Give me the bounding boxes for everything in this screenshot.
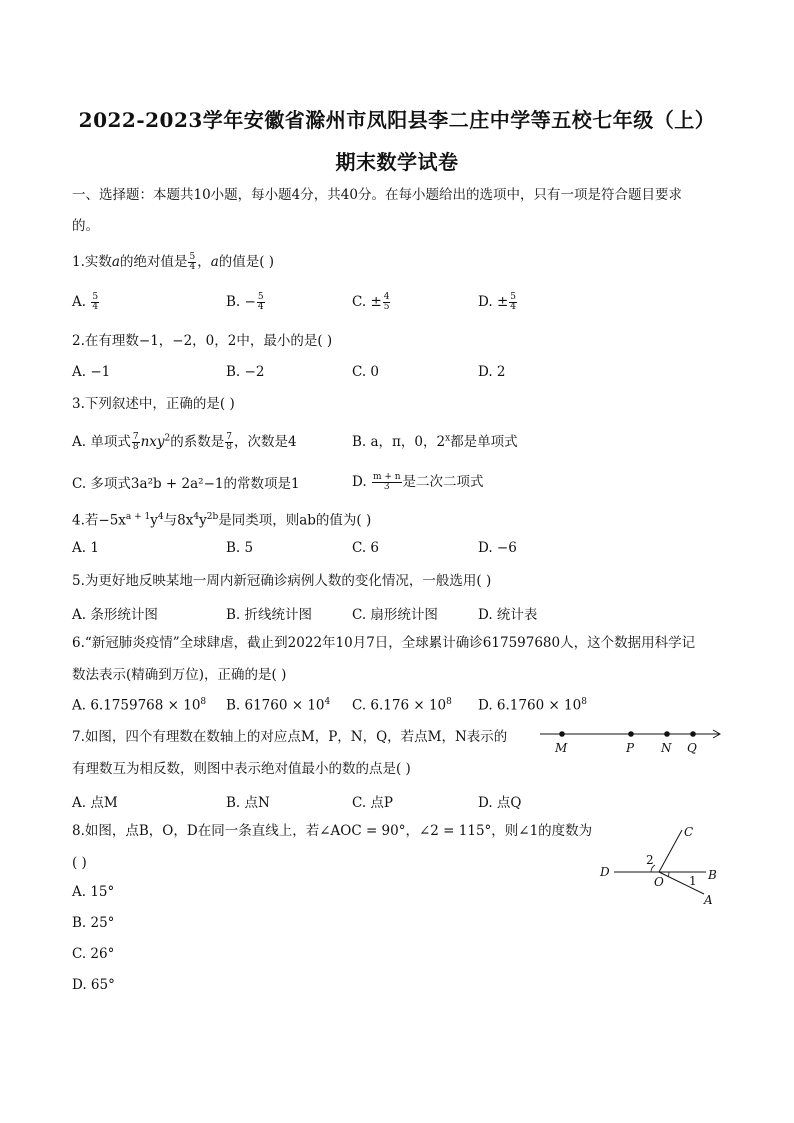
- label-d: D: [600, 865, 610, 879]
- label-a: A: [704, 893, 713, 907]
- question-3-option-c[interactable]: C. 多项式3a²b + 2a²−1的常数项是1: [72, 476, 300, 492]
- question-3-option-a[interactable]: A. 单项式 $\frac{7}{8}$ nxy$^2$的系数是 $\frac{7}{8}$ ，次数是4: [72, 432, 297, 452]
- question-5-option-c[interactable]: C. 扇形统计图: [352, 607, 438, 623]
- point-p: [628, 731, 634, 737]
- label-n: N: [661, 741, 672, 755]
- question-6-option-b[interactable]: B. $61760 \times 10^4$: [226, 697, 331, 714]
- question-2-stem: 2.在有理数−1，−2，0，2中，最小的是( ): [72, 333, 333, 349]
- question-4-option-c[interactable]: C. 6: [352, 540, 380, 556]
- label-m: M: [555, 741, 568, 755]
- question-4-stem: 4.若$-5x^{a + 1}y^4$与$8x^4y^{2b}$是同类项，则ab的值为( ): [72, 512, 372, 529]
- question-5-stem: 5.为更好地反映某地一周内新冠确诊病例人数的变化情况，一般选用( ): [72, 573, 492, 589]
- question-2-option-a[interactable]: A. −1: [72, 364, 111, 380]
- question-7-option-a[interactable]: A. 点M: [72, 795, 118, 811]
- question-6-stem-line2: 数法表示(精确到万位)，正确的是( ): [72, 667, 287, 683]
- question-7-option-b[interactable]: B. 点N: [226, 795, 270, 811]
- label-c: C: [684, 825, 694, 839]
- question-1-option-a[interactable]: A. $\frac{5}{4}$: [72, 292, 99, 312]
- question-5-option-d[interactable]: D. 统计表: [478, 607, 538, 623]
- question-3-option-b[interactable]: B. a，π，0，2$^x$都是单项式: [352, 433, 518, 450]
- question-6-stem-line1: 6.“新冠肺炎疫情”全球肆虐，截止到2022年10月7日，全球累计确诊617597680人，这个数据用科学记: [72, 635, 696, 651]
- question-6-option-c[interactable]: C. $6.176 \times 10^8$: [352, 697, 452, 714]
- question-8-option-a[interactable]: A. 15°: [72, 884, 115, 900]
- point-q: [690, 731, 696, 737]
- question-2-option-c[interactable]: C. 0: [352, 364, 380, 380]
- section-instructions-line2: 的。: [72, 218, 99, 234]
- label-o: O: [654, 875, 664, 889]
- question-8-option-c[interactable]: C. 26°: [72, 946, 115, 962]
- question-5-option-b[interactable]: B. 折线统计图: [226, 607, 313, 623]
- angle-figure: [596, 818, 726, 910]
- point-n: [664, 731, 670, 737]
- question-5-option-a[interactable]: A. 条形统计图: [72, 607, 158, 623]
- question-4-option-d[interactable]: D. −6: [478, 540, 517, 556]
- question-8-stem-line2: ( ): [72, 855, 87, 871]
- point-m: [559, 731, 565, 737]
- label-angle-2: 2: [646, 853, 654, 867]
- label-angle-1: 1: [689, 874, 697, 888]
- question-8-option-b[interactable]: B. 25°: [72, 915, 115, 931]
- question-3-option-d[interactable]: D. $\frac{m + n}{3}$ 是二次二项式: [352, 472, 484, 492]
- number-line-figure: [536, 724, 726, 758]
- question-6-option-d[interactable]: D. $6.1760 \times 10^8$: [478, 697, 587, 714]
- fraction: $\frac{5}{4}$: [189, 252, 196, 272]
- question-4-option-b[interactable]: B. 5: [226, 540, 254, 556]
- exam-title-line2: 期末数学试卷: [335, 150, 459, 174]
- question-2-option-d[interactable]: D. 2: [478, 364, 506, 380]
- question-1-option-c[interactable]: C. ± $\frac{4}{5}$: [352, 292, 390, 312]
- question-7-stem-line2: 有理数互为相反数，则图中表示绝对值最小的数的点是( ): [72, 761, 411, 777]
- question-1-stem: 1.实数a的绝对值是 $\frac{5}{4}$ ，a的值是( ): [72, 252, 275, 272]
- question-1-option-d[interactable]: D. ± $\frac{5}{4}$: [478, 292, 516, 312]
- exam-title-line1: 2022-2023学年安徽省滁州市凤阳县李二庄中学等五校七年级（上）: [78, 108, 716, 132]
- section-instructions-line1: 一、选择题：本题共10小题，每小题4分，共40分。在每小题给出的选项中，只有一项是符合题目要求: [72, 187, 682, 203]
- question-7-option-c[interactable]: C. 点P: [352, 795, 394, 811]
- label-q: Q: [687, 741, 697, 755]
- question-6-option-a[interactable]: A. $6.1759768 \times 10^8$: [72, 697, 207, 714]
- question-7-stem-line1: 7.如图，四个有理数在数轴上的对应点M，P，N，Q，若点M，N表示的: [72, 729, 508, 745]
- question-8-option-d[interactable]: D. 65°: [72, 977, 115, 993]
- question-1-option-b[interactable]: B. − $\frac{5}{4}$: [226, 292, 264, 312]
- question-4-option-a[interactable]: A. 1: [72, 540, 99, 556]
- question-8-stem-line1: 8.如图，点B，O，D在同一条直线上，若∠AOC = 90°，∠2 = 115°，则∠1的度数为: [72, 823, 593, 839]
- question-7-option-d[interactable]: D. 点Q: [478, 795, 522, 811]
- question-3-stem: 3.下列叙述中，正确的是( ): [72, 396, 235, 412]
- label-b: B: [708, 868, 717, 882]
- label-p: P: [626, 741, 635, 755]
- question-2-option-b[interactable]: B. −2: [226, 364, 265, 380]
